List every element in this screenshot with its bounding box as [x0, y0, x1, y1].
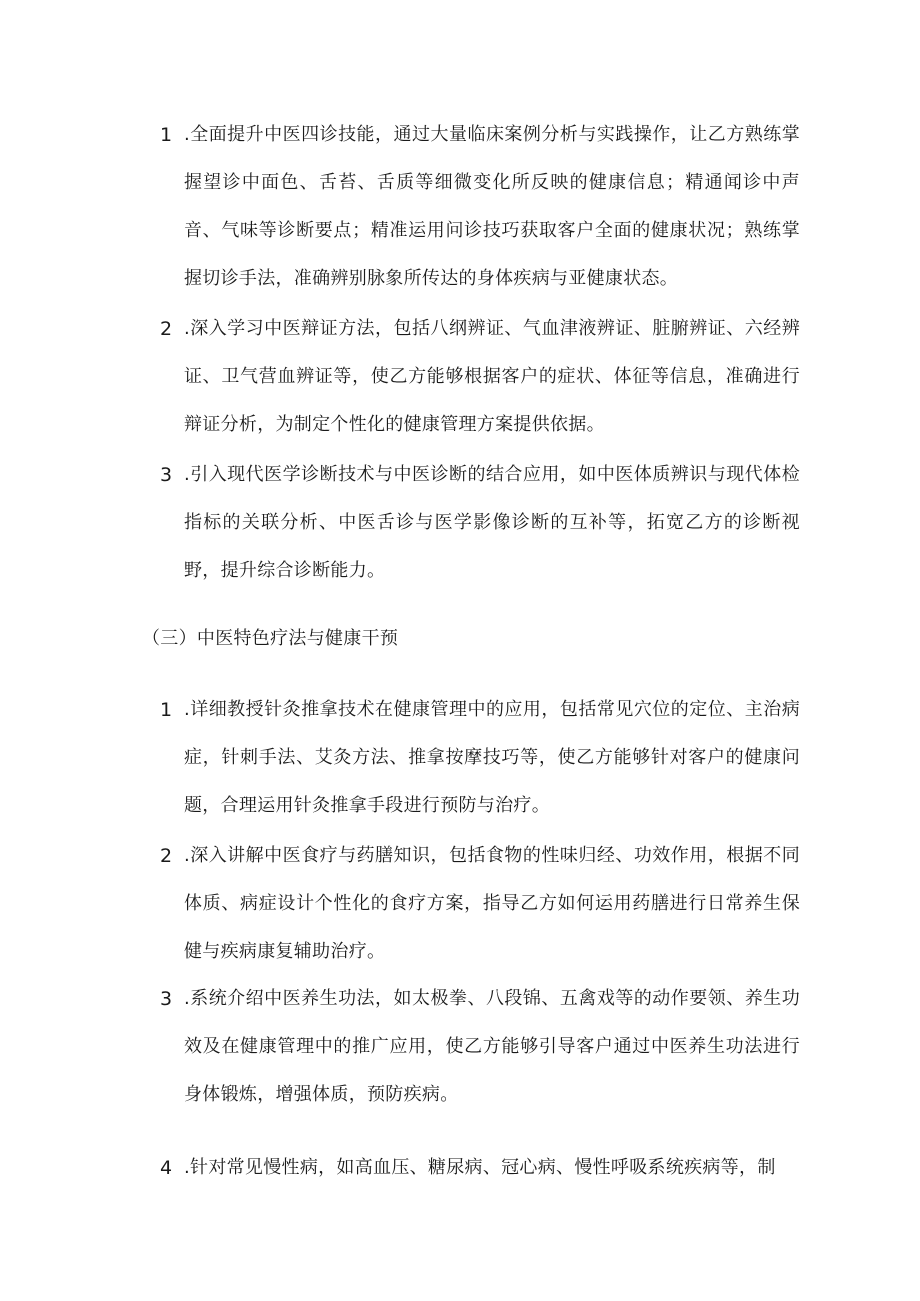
- item-number: 2: [160, 845, 173, 867]
- item-text: .深入学习中医辩证方法，包括八纲辨证、气血津液辨证、脏腑辨证、六经辨证、卫气营血辨证等，使乙方能够根据客户的症状、体征等信息，准确进行辩证分析，为制定个性化的健康管理方案提供依据。: [184, 318, 800, 435]
- item-text: .系统介绍中医养生功法，如太极拳、八段锦、五禽戏等的动作要领、养生功效及在健康管理中的推广应用，使乙方能够引导客户通过中医养生功法进行身体锻炼，增强体质，预防疾病。: [184, 988, 800, 1105]
- item-number: 1: [160, 699, 173, 721]
- item-text: .引入现代医学诊断技术与中医诊断的结合应用，如中医体质辨识与现代体检指标的关联分析、中医舌诊与医学影像诊断的互补等，拓宽乙方的诊断视野，提升综合诊断能力。: [184, 464, 800, 581]
- list-item: [160, 305, 800, 449]
- item-number: 2: [160, 318, 173, 340]
- list-item: [160, 975, 800, 1119]
- list-item: [160, 451, 800, 595]
- list-item: [160, 1144, 800, 1192]
- item-number: 3: [160, 464, 173, 486]
- item-number: 4: [160, 1157, 173, 1179]
- item-number: 1: [160, 124, 173, 146]
- list-item: [160, 686, 800, 830]
- list-item: [160, 832, 800, 976]
- item-text: .针对常见慢性病，如高血压、糖尿病、冠心病、慢性呼吸系统疾病等，制: [184, 1157, 776, 1178]
- item-text: .深入讲解中医食疗与药膳知识，包括食物的性味归经、功效作用，根据不同体质、病症设计个性化的食疗方案，指导乙方如何运用药膳进行日常养生保健与疾病康复辅助治疗。: [184, 845, 800, 962]
- list-item: [160, 111, 800, 303]
- item-number: 3: [160, 988, 173, 1010]
- section-heading: （三）中医特色疗法与健康干预: [142, 628, 399, 649]
- item-text: .全面提升中医四诊技能，通过大量临床案例分析与实践操作，让乙方熟练掌握望诊中面色、舌苔、舌质等细微变化所反映的健康信息；精通闻诊中声音、气味等诊断要点；精准运用问诊技巧获取客户全面的健康状况；熟练掌握切诊手法，准确辨别脉象所传达的身体疾病与亚健康状态。: [184, 124, 800, 289]
- item-text: .详细教授针灸推拿技术在健康管理中的应用，包括常见穴位的定位、主治病症，针刺手法、艾灸方法、推拿按摩技巧等，使乙方能够针对客户的健康问题，合理运用针灸推拿手段进行预防与治疗。: [184, 699, 800, 816]
